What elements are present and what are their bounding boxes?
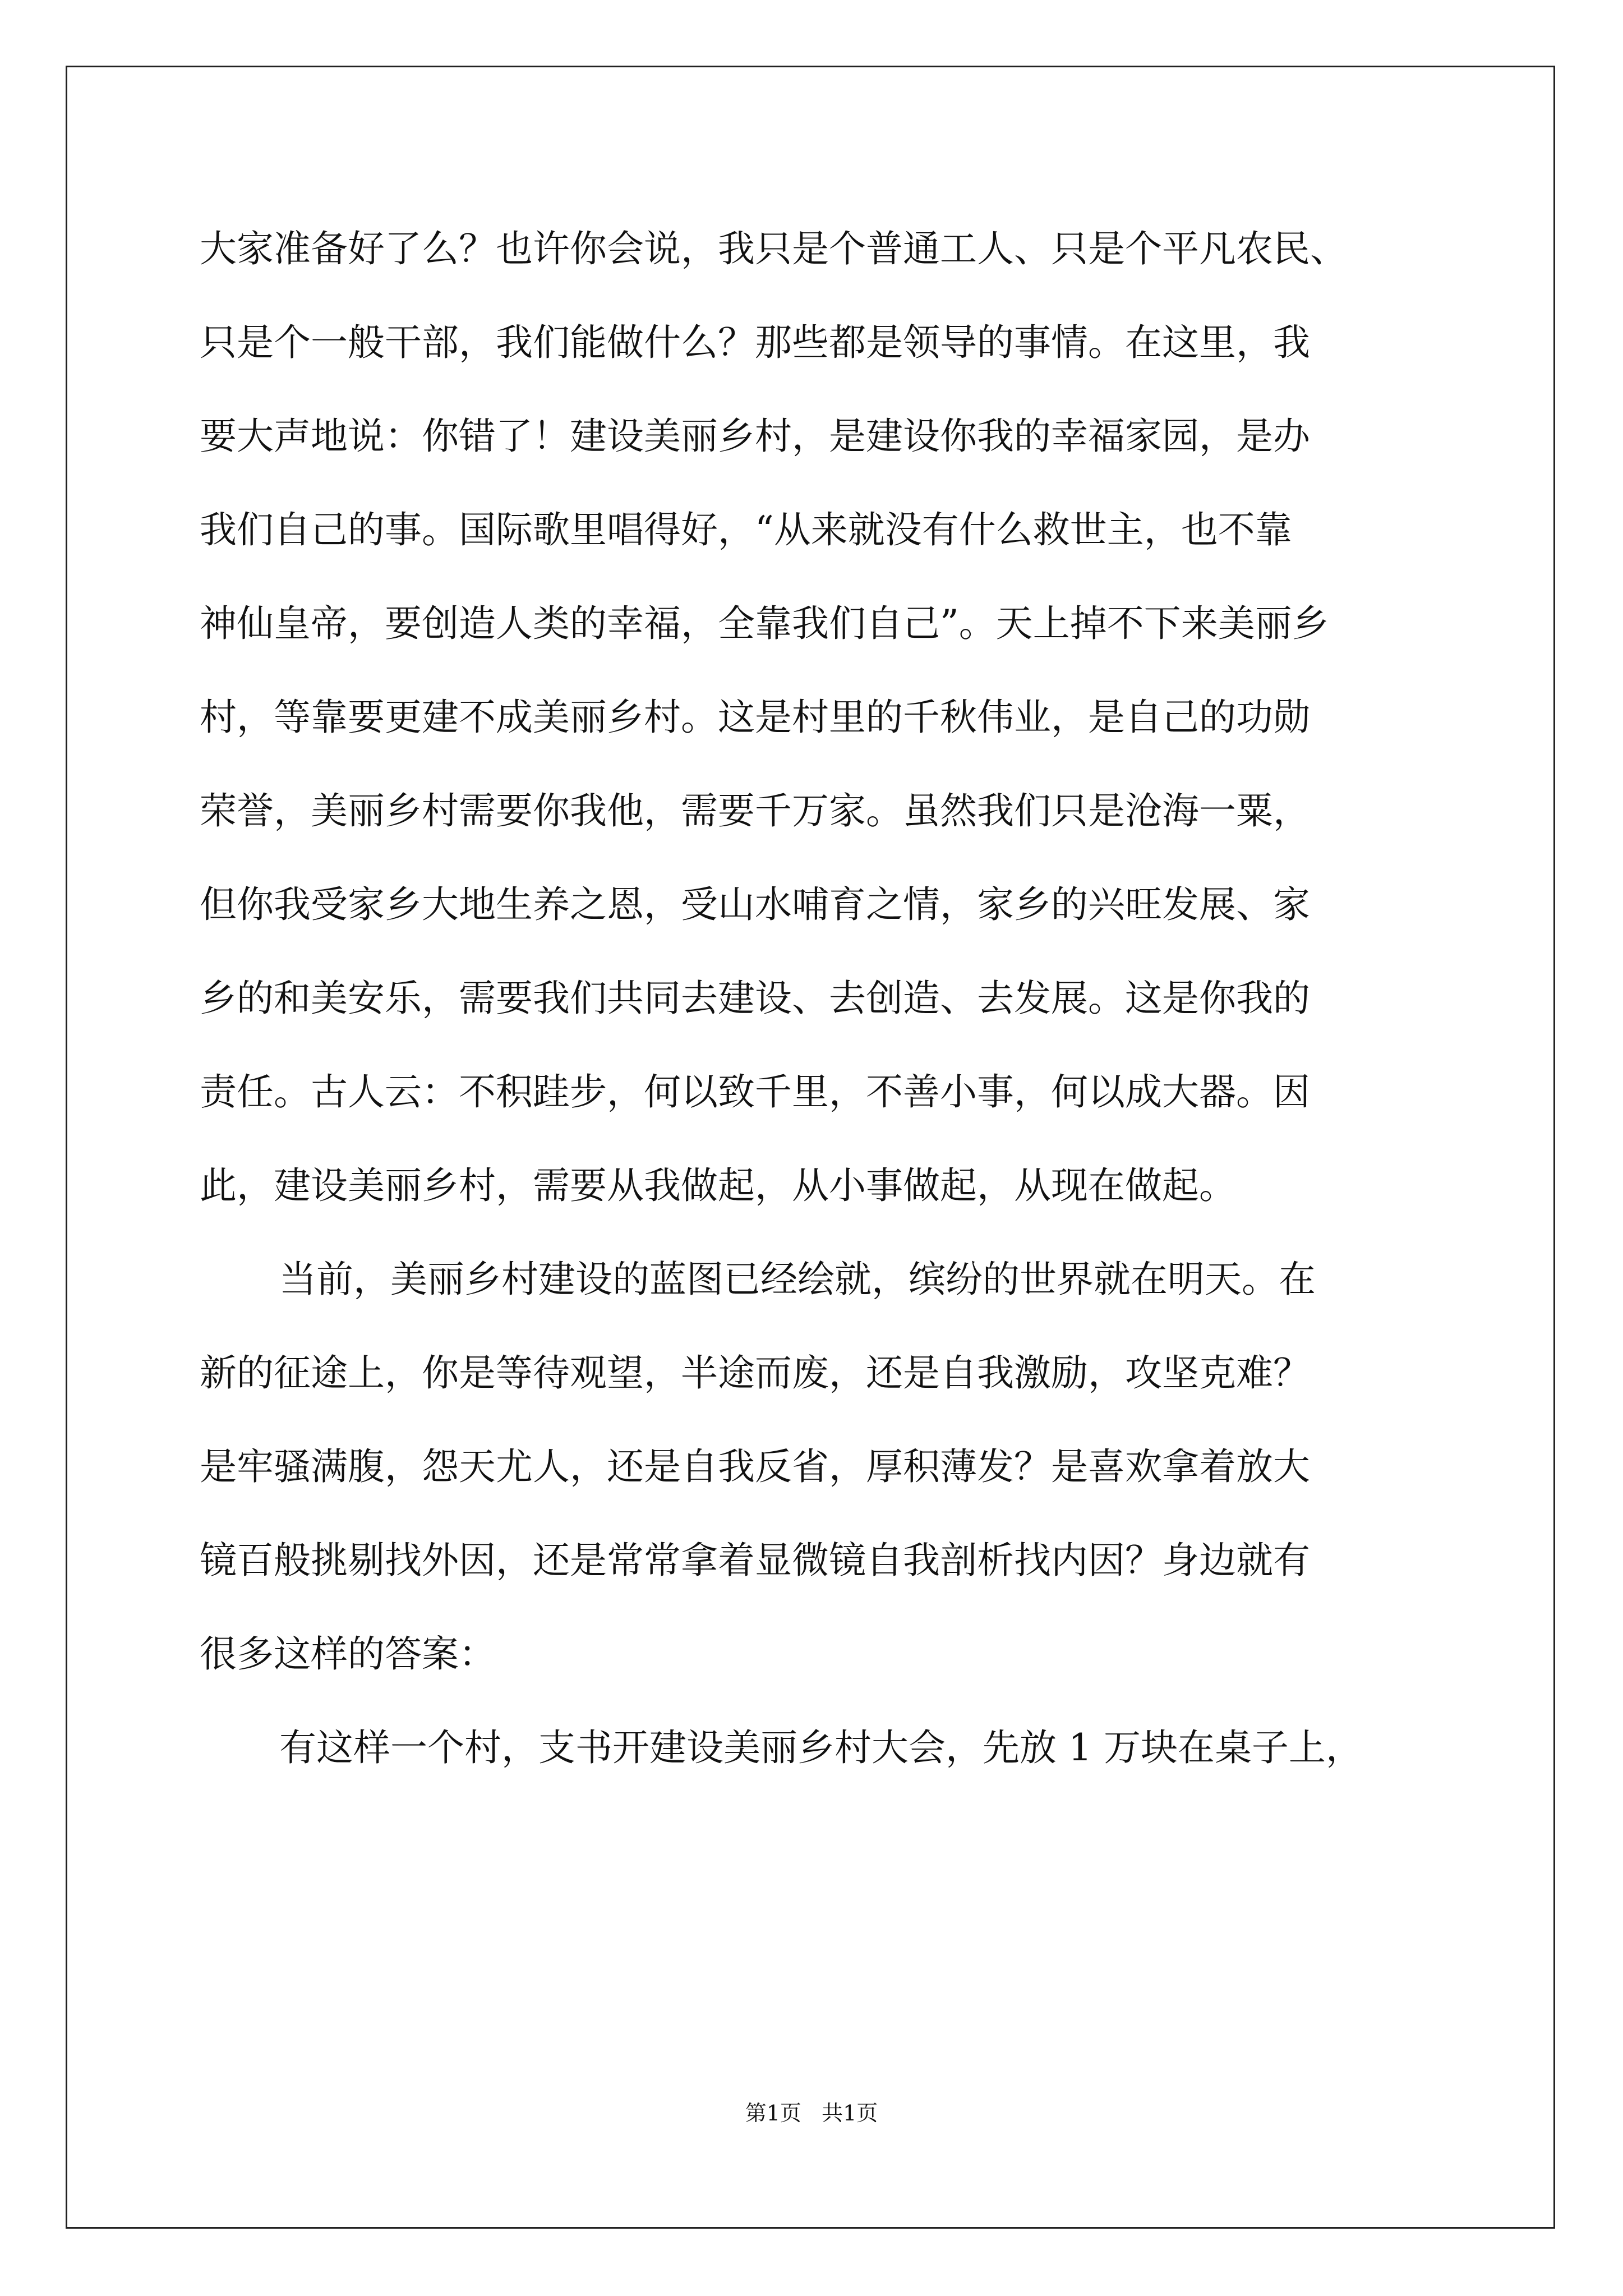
text-line: 镜百般挑剔找外因，还是常常拿着显微镜自我剖析找内因？身边就有 (200, 1539, 1310, 1582)
text-line: 此，建设美丽乡村，需要从我做起，从小事做起，从现在做起。 (200, 1164, 1236, 1207)
document-body (200, 202, 1456, 1795)
text-line: 村，等靠要更建不成美丽乡村。这是村里的千秋伟业，是自己的功勋 (200, 696, 1310, 739)
paragraph-start-line: 有这样一个村，支书开建设美丽乡村大会，先放 1 万块在桌子上， (279, 1726, 1363, 1769)
paragraph-start-line: 当前，美丽乡村建设的蓝图已经绘就，缤纷的世界就在明天。在 (279, 1258, 1316, 1301)
text-line: 新的征途上，你是等待观望，半途而废，还是自我激励，攻坚克难？ (200, 1351, 1310, 1395)
text-line: 责任。古人云：不积跬步，何以致千里，不善小事，何以成大器。因 (200, 1070, 1310, 1114)
text-line: 只是个一般干部，我们能做什么？那些都是领导的事情。在这里，我 (200, 321, 1310, 364)
text-line: 但你我受家乡大地生养之恩，受山水哺育之情，家乡的兴旺发展、家 (200, 883, 1310, 926)
text-line: 是牢骚满腹，怨天尤人，还是自我反省，厚积薄发？是喜欢拿着放大 (200, 1445, 1310, 1488)
text-line: 神仙皇帝，要创造人类的幸福，全靠我们自己”。天上掉不下来美丽乡 (200, 602, 1329, 645)
text-line: 乡的和美安乐，需要我们共同去建设、去创造、去发展。这是你我的 (200, 977, 1310, 1020)
text-line: 我们自己的事。国际歌里唱得好，“从来就没有什么救世主，也不靠 (200, 508, 1292, 551)
text-line: 要大声地说：你错了！建设美丽乡村，是建设你我的幸福家园，是办 (200, 415, 1310, 458)
text-line: 大家准备好了么？也许你会说，我只是个普通工人、只是个平凡农民、 (200, 227, 1347, 270)
text-line: 荣誉，美丽乡村需要你我他，需要千万家。虽然我们只是沧海一粟， (200, 789, 1310, 832)
text-line: 很多这样的答案： (200, 1632, 496, 1676)
page-number-footer: 第1页 共1页 (745, 2101, 878, 2125)
